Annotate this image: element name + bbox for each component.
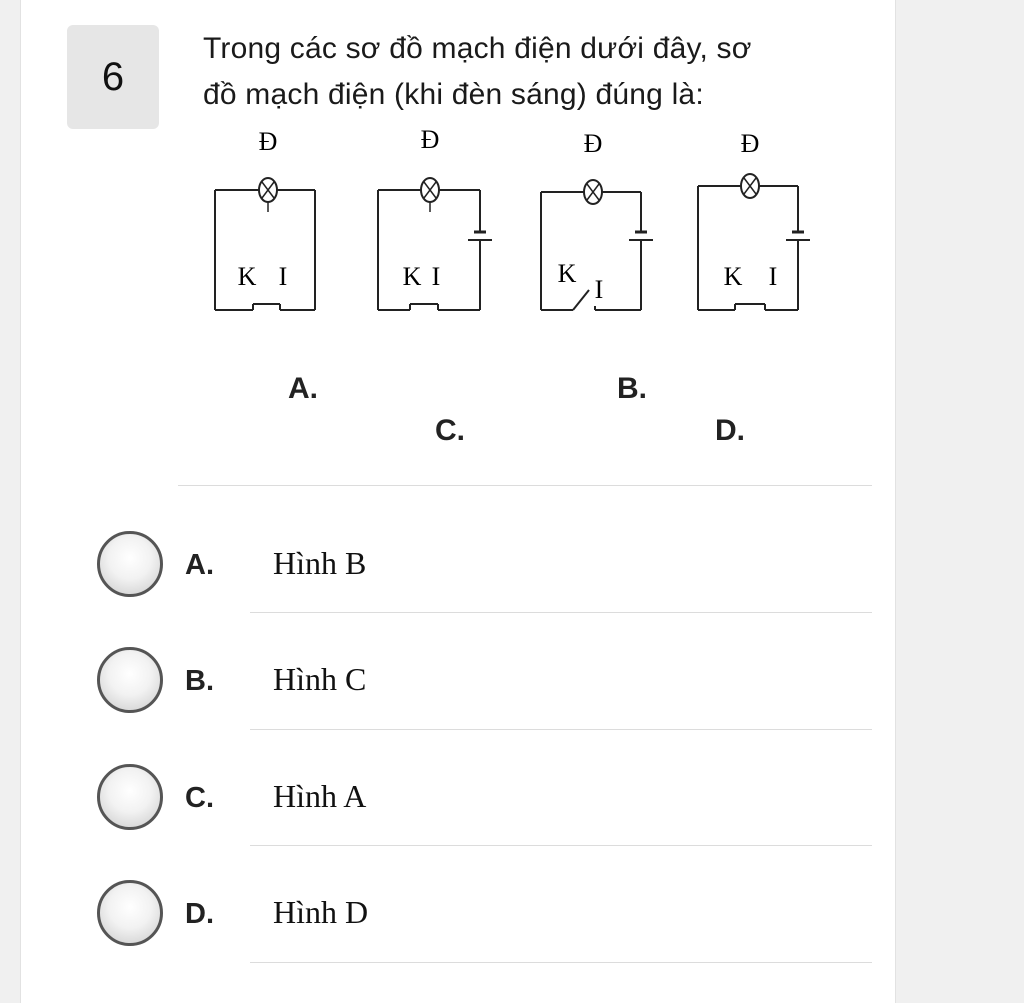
option-text: Hình B (273, 545, 367, 581)
source-label: I (278, 262, 288, 291)
option-text: Hình D (273, 894, 369, 930)
divider (250, 845, 872, 846)
switch-label: K (402, 262, 422, 291)
option-letter: C. (185, 782, 214, 814)
radio-button[interactable] (97, 764, 163, 830)
divider (250, 729, 872, 730)
radio-button[interactable] (97, 880, 163, 946)
answer-option-c[interactable] (97, 764, 877, 838)
answer-option-a[interactable] (97, 531, 877, 605)
lamp-label: Đ (740, 129, 760, 158)
divider (250, 612, 872, 613)
circuit-diagram-a (205, 120, 325, 320)
open-switch-icon (573, 290, 589, 310)
answer-option-d[interactable] (97, 880, 877, 954)
circuit-diagram-d (693, 120, 818, 320)
switch-label: K (237, 262, 257, 291)
switch-label: K (723, 262, 743, 291)
question-text-line-1: Trong các sơ đồ mạch điện dưới đây, sơ (203, 32, 752, 65)
option-text: Hình A (273, 778, 367, 814)
option-letter: B. (185, 665, 214, 697)
lamp-label: Đ (583, 129, 603, 158)
figure-label-c: C. (435, 414, 465, 447)
circuit-diagram-c (533, 120, 658, 320)
lamp-label: Đ (258, 127, 278, 156)
source-label: I (768, 262, 778, 291)
circuit-diagram-b (370, 120, 495, 320)
source-label: I (594, 275, 604, 304)
radio-button[interactable] (97, 647, 163, 713)
divider (250, 962, 872, 963)
figure-label-d: D. (715, 414, 745, 447)
figure-label-b: B. (617, 372, 647, 405)
option-text: Hình C (273, 661, 367, 697)
source-label: I (431, 262, 441, 291)
option-letter: A. (185, 549, 214, 581)
figure-label-a: A. (288, 372, 318, 405)
lamp-label: Đ (420, 125, 440, 154)
question-text-line-2: đồ mạch điện (khi đèn sáng) đúng là: (203, 78, 704, 111)
answer-option-b[interactable] (97, 647, 877, 721)
divider (178, 485, 872, 486)
option-letter: D. (185, 898, 214, 930)
question-text (203, 26, 863, 118)
switch-label: K (557, 259, 577, 288)
radio-button[interactable] (97, 531, 163, 597)
question-number: 6 (67, 25, 159, 129)
